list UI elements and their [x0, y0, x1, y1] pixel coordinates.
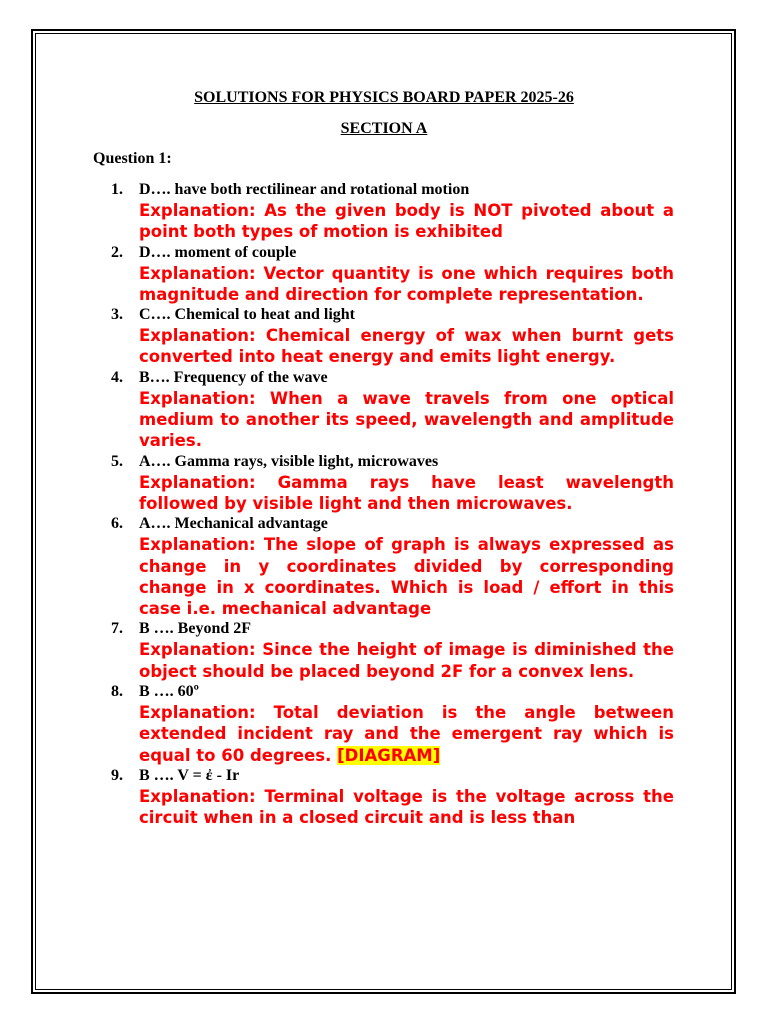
answer-text: B …. 60º	[139, 683, 199, 701]
item-number: 6.	[111, 515, 123, 533]
item-number: 9.	[111, 766, 123, 784]
document-title: SOLUTIONS FOR PHYSICS BOARD PAPER 2025-26	[194, 89, 574, 106]
answer-text: A…. Mechanical advantage	[139, 515, 328, 533]
answer-text: B …. Beyond 2F	[139, 620, 252, 638]
list-item	[111, 368, 674, 452]
list-item	[111, 682, 674, 766]
item-number: 7.	[111, 620, 123, 638]
list-item	[111, 619, 674, 682]
question-heading: Question 1:	[93, 150, 172, 167]
answer-text: A…. Gamma rays, visible light, microwaves	[139, 452, 439, 470]
answer-text: B …. V = ἐ - Ir	[139, 766, 240, 784]
explanation-text: Explanation: Chemical energy of wax when burnt gets converted into heat energy and emits light energy.	[139, 326, 674, 367]
diagram-tag: [DIAGRAM]	[337, 745, 441, 765]
list-item	[111, 514, 674, 619]
answer-text: B…. Frequency of the wave	[139, 368, 328, 386]
explanation-text: Explanation: The slope of graph is always expressed as change in y coordinates divided by corresponding change in x coordinates. Which is load / effort in this case i.e. mechanical advantage	[139, 535, 674, 619]
explanation-text: Explanation: As the given body is NOT pivoted about a point both types of motion is exhibited	[139, 201, 674, 242]
item-number: 3.	[111, 306, 123, 324]
section-heading: SECTION A	[340, 120, 428, 137]
list-item	[111, 243, 674, 306]
explanation-text: Explanation: When a wave travels from one optical medium to another its speed, wavelength and amplitude varies.	[139, 388, 674, 451]
explanation-text: Explanation: Vector quantity is one which requires both magnitude and direction for complete representation.	[139, 263, 674, 304]
list-item	[111, 452, 674, 515]
answer-text: D…. moment of couple	[139, 243, 297, 261]
item-number: 1.	[111, 181, 123, 198]
list-item	[111, 180, 674, 243]
explanation-body: Explanation: Total deviation is the angle between extended incident ray and the emergent ray which is equal to 60 degrees.	[139, 703, 674, 765]
explanation-text: Explanation: Since the height of image is diminished the object should be placed beyond 2F for a convex lens.	[139, 640, 674, 681]
item-number: 8.	[111, 683, 123, 701]
item-number: 4.	[111, 368, 123, 386]
item-number: 5.	[111, 452, 123, 470]
answer-text: D…. have both rectilinear and rotational motion	[139, 181, 470, 198]
list-item	[111, 766, 674, 829]
answer-list	[111, 180, 674, 829]
item-number: 2.	[111, 243, 123, 261]
explanation-text: Explanation: Terminal voltage is the voltage across the circuit when in a closed circuit and is less than	[139, 786, 674, 828]
list-item	[111, 305, 674, 368]
explanation-text: Explanation: Gamma rays have least wavelength followed by visible light and then microwaves.	[139, 472, 674, 513]
answer-text: C…. Chemical to heat and light	[139, 306, 355, 324]
explanation-text	[139, 702, 674, 766]
